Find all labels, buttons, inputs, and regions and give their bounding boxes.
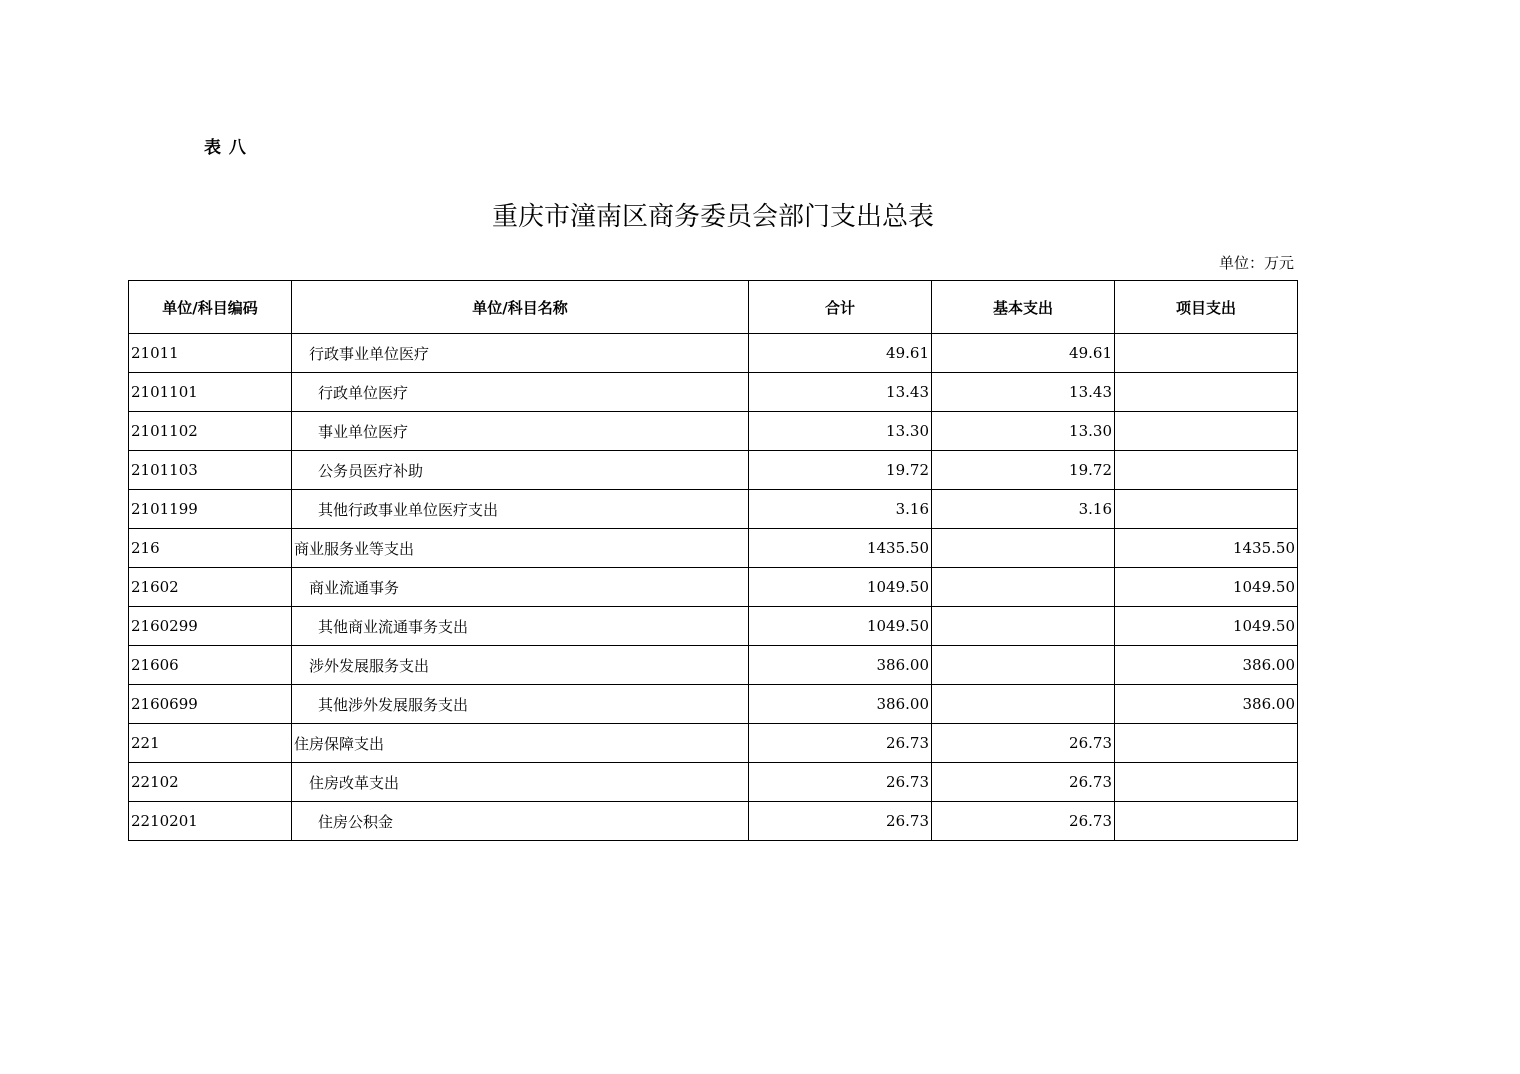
row-total: 1049.50 xyxy=(749,607,932,646)
table-row xyxy=(129,802,1298,841)
row-basic xyxy=(932,607,1115,646)
row-name: 其他商业流通事务支出 xyxy=(292,607,749,646)
row-project: 1435.50 xyxy=(1115,529,1298,568)
table-row xyxy=(129,373,1298,412)
row-total: 1049.50 xyxy=(749,568,932,607)
table-row xyxy=(129,490,1298,529)
table-row xyxy=(129,685,1298,724)
column-header-name: 单位/科目名称 xyxy=(292,281,749,334)
column-header-project: 项目支出 xyxy=(1115,281,1298,334)
row-project xyxy=(1115,724,1298,763)
row-total: 13.30 xyxy=(749,412,932,451)
row-project xyxy=(1115,763,1298,802)
row-name: 住房改革支出 xyxy=(292,763,749,802)
row-total: 3.16 xyxy=(749,490,932,529)
row-total: 19.72 xyxy=(749,451,932,490)
row-total: 49.61 xyxy=(749,334,932,373)
row-total: 26.73 xyxy=(749,763,932,802)
column-header-total: 合计 xyxy=(749,281,932,334)
table-row xyxy=(129,412,1298,451)
row-name: 商业服务业等支出 xyxy=(292,529,749,568)
row-basic xyxy=(932,529,1115,568)
row-project xyxy=(1115,334,1298,373)
row-code: 2101101 xyxy=(129,373,292,412)
row-basic: 13.43 xyxy=(932,373,1115,412)
table-row xyxy=(129,724,1298,763)
row-code: 2160299 xyxy=(129,607,292,646)
row-project xyxy=(1115,412,1298,451)
row-name: 公务员医疗补助 xyxy=(292,451,749,490)
row-code: 2210201 xyxy=(129,802,292,841)
row-name: 事业单位医疗 xyxy=(292,412,749,451)
row-total: 386.00 xyxy=(749,685,932,724)
row-code: 21602 xyxy=(129,568,292,607)
row-name: 其他涉外发展服务支出 xyxy=(292,685,749,724)
row-name: 商业流通事务 xyxy=(292,568,749,607)
row-basic: 3.16 xyxy=(932,490,1115,529)
row-project: 386.00 xyxy=(1115,646,1298,685)
row-project: 386.00 xyxy=(1115,685,1298,724)
row-code: 21606 xyxy=(129,646,292,685)
row-basic: 26.73 xyxy=(932,763,1115,802)
row-project xyxy=(1115,490,1298,529)
table-row xyxy=(129,529,1298,568)
column-header-basic: 基本支出 xyxy=(932,281,1115,334)
column-header-code: 单位/科目编码 xyxy=(129,281,292,334)
row-total: 13.43 xyxy=(749,373,932,412)
row-name: 住房公积金 xyxy=(292,802,749,841)
row-total: 1435.50 xyxy=(749,529,932,568)
row-code: 221 xyxy=(129,724,292,763)
table-label: 表 八 xyxy=(204,138,247,158)
row-basic: 26.73 xyxy=(932,802,1115,841)
row-basic xyxy=(932,568,1115,607)
row-code: 2101102 xyxy=(129,412,292,451)
unit-label: 单位：万元 xyxy=(1218,254,1294,272)
table-row xyxy=(129,763,1298,802)
row-name: 行政事业单位医疗 xyxy=(292,334,749,373)
row-name: 住房保障支出 xyxy=(292,724,749,763)
row-project xyxy=(1115,451,1298,490)
row-name: 行政单位医疗 xyxy=(292,373,749,412)
row-basic xyxy=(932,646,1115,685)
row-name: 涉外发展服务支出 xyxy=(292,646,749,685)
row-basic: 49.61 xyxy=(932,334,1115,373)
row-project xyxy=(1115,802,1298,841)
table-row xyxy=(129,451,1298,490)
row-total: 386.00 xyxy=(749,646,932,685)
row-project: 1049.50 xyxy=(1115,568,1298,607)
table-header-row xyxy=(129,281,1298,334)
row-code: 2101103 xyxy=(129,451,292,490)
table-row xyxy=(129,568,1298,607)
table-row xyxy=(129,334,1298,373)
row-code: 22102 xyxy=(129,763,292,802)
row-name: 其他行政事业单位医疗支出 xyxy=(292,490,749,529)
expenditure-table xyxy=(128,280,1298,841)
row-code: 2160699 xyxy=(129,685,292,724)
row-code: 216 xyxy=(129,529,292,568)
row-project: 1049.50 xyxy=(1115,607,1298,646)
row-total: 26.73 xyxy=(749,802,932,841)
row-basic: 13.30 xyxy=(932,412,1115,451)
page-title: 重庆市潼南区商务委员会部门支出总表 xyxy=(491,202,934,232)
row-total: 26.73 xyxy=(749,724,932,763)
table-row xyxy=(129,646,1298,685)
row-code: 2101199 xyxy=(129,490,292,529)
row-code: 21011 xyxy=(129,334,292,373)
table-row xyxy=(129,607,1298,646)
row-basic xyxy=(932,685,1115,724)
row-basic: 26.73 xyxy=(932,724,1115,763)
row-basic: 19.72 xyxy=(932,451,1115,490)
row-project xyxy=(1115,373,1298,412)
